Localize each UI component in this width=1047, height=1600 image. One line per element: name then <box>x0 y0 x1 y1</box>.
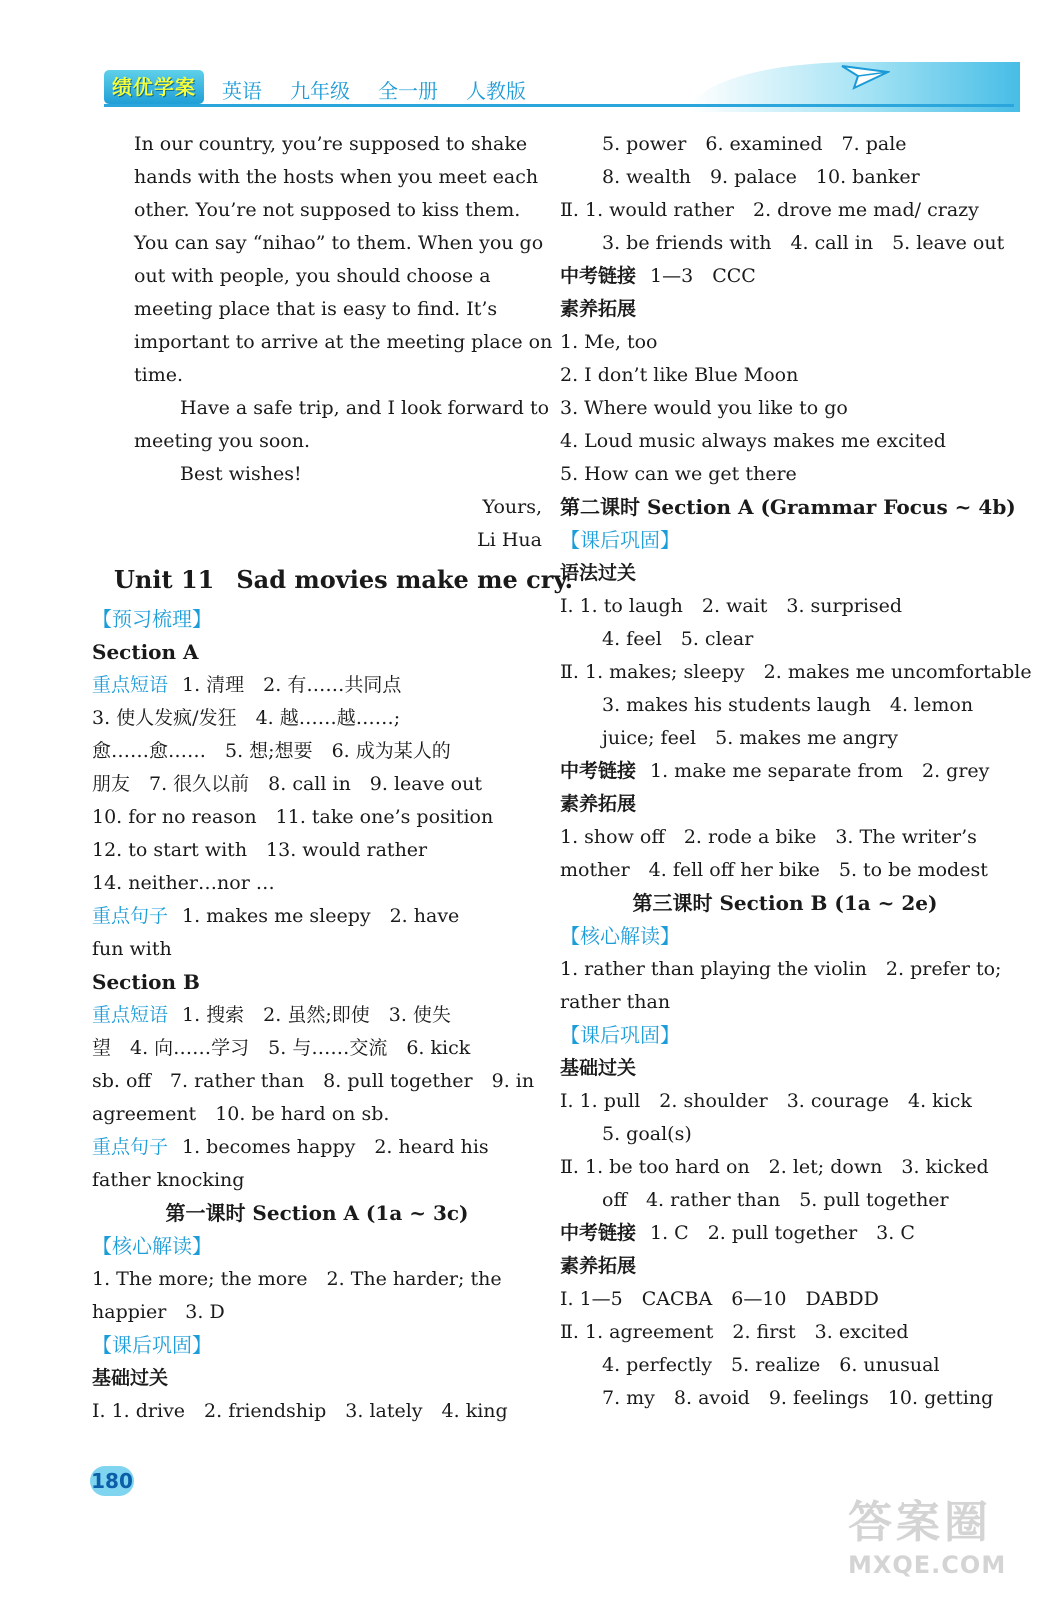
answer-line: 8. wealth 9. palace 10. banker <box>602 166 920 188</box>
answer-line: Ⅱ. 1. be too hard on 2. let; down 3. kicked <box>560 1156 989 1178</box>
after-class-label: 【课后巩固】 <box>560 528 680 552</box>
exam-link-line <box>560 755 1010 788</box>
book-logo: 绩优学案 <box>104 70 204 104</box>
letter-line: important to arrive at the meeting place on <box>134 331 553 353</box>
extension-heading: 素养拓展 <box>560 793 637 815</box>
unit-number: Unit 11 <box>114 565 215 594</box>
answer-line: 5. How can we get there <box>560 463 797 485</box>
answer-text: 1. 清理 2. 有……共同点 <box>182 674 402 696</box>
answer-line: 12. to start with 13. would rather <box>92 839 428 861</box>
answer-line: 4. feel 5. clear <box>602 628 754 650</box>
page-number: 180 <box>90 1466 134 1496</box>
core-label: 【核心解读】 <box>92 1234 212 1258</box>
after-class-label: 【课后巩固】 <box>92 1333 212 1357</box>
preview-label: 【预习梳理】 <box>92 607 212 631</box>
lesson-3-title: 第三课时 Section B (1a ~ 2e) <box>632 891 938 915</box>
answer-line: 14. neither…nor … <box>92 872 275 894</box>
after-class-heading <box>560 1019 1010 1052</box>
answer-line: Ⅱ. 1. would rather 2. drove me mad/ crazy <box>560 199 979 221</box>
site-watermark <box>848 1496 1018 1596</box>
answer-line: father knocking <box>92 1169 245 1191</box>
sentences-line <box>92 1131 542 1164</box>
answer-line: Ⅰ. 1. pull 2. shoulder 3. courage 4. kick <box>560 1090 972 1112</box>
left-column <box>92 128 573 1428</box>
answer-line: 3. be friends with 4. call in 5. leave out <box>602 232 1005 254</box>
answer-text: 1. make me separate from 2. grey <box>650 760 990 782</box>
answer-line: juice; feel 5. makes me angry <box>602 727 899 749</box>
letter-line: out with people, you should choose a <box>134 265 491 287</box>
answer-line: 1. show off 2. rode a bike 3. The writer’s <box>560 826 977 848</box>
answer-line: 3. makes his students laugh 4. lemon <box>602 694 974 716</box>
paper-plane-icon <box>840 62 890 92</box>
letter-line: meeting you soon. <box>134 430 311 452</box>
section-b-title: Section B <box>92 970 200 994</box>
letter-line: time. <box>134 364 184 386</box>
basic-heading: 基础过关 <box>560 1057 637 1079</box>
answer-line: Ⅰ. 1—5 CACBA 6—10 DABDD <box>560 1288 879 1310</box>
answer-line: 愈……愈…… 5. 想;想要 6. 成为某人的 <box>92 740 451 762</box>
answer-line: Ⅱ. 1. agreement 2. first 3. excited <box>560 1321 909 1343</box>
core-heading <box>560 920 1010 953</box>
phrases-line <box>92 999 542 1032</box>
answer-line: 望 4. 向……学习 5. 与……交流 6. kick <box>92 1037 471 1059</box>
answer-line: 1. rather than playing the violin 2. prefer to; <box>560 958 1002 980</box>
letter-line: hands with the hosts when you meet each <box>134 166 539 188</box>
header-rule <box>104 104 1014 107</box>
exam-link-label: 中考链接 <box>560 265 637 287</box>
answer-line: 3. Where would you like to go <box>560 397 848 419</box>
letter-line: meeting place that is easy to find. It’s <box>134 298 498 320</box>
answer-line: 4. perfectly 5. realize 6. unusual <box>602 1354 940 1376</box>
answer-line: rather than <box>560 991 671 1013</box>
preview-heading <box>92 603 542 636</box>
answer-line: 10. for no reason 11. take one’s position <box>92 806 494 828</box>
lesson-1-title: 第一课时 Section A (1a ~ 3c) <box>165 1201 469 1225</box>
volume-label: 全一册 <box>378 78 438 103</box>
after-class-label: 【课后巩固】 <box>560 1023 680 1047</box>
extension-heading: 素养拓展 <box>560 298 637 320</box>
sentences-line <box>92 900 542 933</box>
watermark-url: MXQE.COM <box>848 1551 1007 1579</box>
section-a-title: Section A <box>92 640 199 664</box>
letter-line: Have a safe trip, and I look forward to <box>180 397 550 419</box>
letter-signature: Li Hua <box>477 529 542 551</box>
subject-label: 英语 <box>222 78 262 103</box>
answer-line: happier 3. D <box>92 1301 225 1323</box>
letter-line: In our country, you’re supposed to shake <box>134 133 528 155</box>
sentences-label: 重点句子 <box>92 905 169 927</box>
answer-line: off 4. rather than 5. pull together <box>602 1189 949 1211</box>
exam-link-label: 中考链接 <box>560 760 637 782</box>
answer-text: 1. makes me sleepy 2. have <box>182 905 460 927</box>
core-label: 【核心解读】 <box>560 924 680 948</box>
answer-line: fun with <box>92 938 172 960</box>
book-meta <box>222 72 526 106</box>
lesson-2-title: 第二课时 Section A (Grammar Focus ~ 4b) <box>560 495 1016 519</box>
core-heading <box>92 1230 542 1263</box>
answer-text: 1—3 CCC <box>650 265 756 287</box>
answer-text: 1. C 2. pull together 3. C <box>650 1222 915 1244</box>
answer-line: 1. The more; the more 2. The harder; the <box>92 1268 502 1290</box>
edition-label: 人教版 <box>466 78 526 103</box>
exam-link-line <box>560 260 1010 293</box>
answer-line: 4. Loud music always makes me excited <box>560 430 946 452</box>
exam-link-label: 中考链接 <box>560 1222 637 1244</box>
letter-closing: Best wishes! <box>180 463 302 485</box>
phrases-line <box>92 669 542 702</box>
unit-heading <box>92 557 573 603</box>
letter-line: other. You’re not supposed to kiss them. <box>134 199 521 221</box>
answer-line: 2. I don’t like Blue Moon <box>560 364 799 386</box>
answer-line: Ⅰ. 1. to laugh 2. wait 3. surprised <box>560 595 903 617</box>
answer-line: 1. Me, too <box>560 331 658 353</box>
page-header <box>0 0 1047 125</box>
grammar-heading: 语法过关 <box>560 562 637 584</box>
exam-link-line <box>560 1217 1010 1250</box>
after-class-heading <box>92 1329 542 1362</box>
answer-line: mother 4. fell off her bike 5. to be modest <box>560 859 988 881</box>
phrases-label: 重点短语 <box>92 1004 169 1026</box>
answer-line: agreement 10. be hard on sb. <box>92 1103 390 1125</box>
answer-line: 朋友 7. 很久以前 8. call in 9. leave out <box>92 773 482 795</box>
answer-line: Ⅰ. 1. drive 2. friendship 3. lately 4. king <box>92 1400 508 1422</box>
answer-line: 5. power 6. examined 7. pale <box>602 133 907 155</box>
answer-line: sb. off 7. rather than 8. pull together 9. in <box>92 1070 535 1092</box>
watermark-logo-text: 答案圈 <box>848 1497 992 1548</box>
right-column <box>560 128 1032 1415</box>
after-class-heading <box>560 524 1010 557</box>
answer-text: 1. becomes happy 2. heard his <box>182 1136 489 1158</box>
grade-label: 九年级 <box>290 78 350 103</box>
sentences-label: 重点句子 <box>92 1136 169 1158</box>
letter-line: You can say “nihao” to them. When you go <box>134 232 544 254</box>
answer-line: Ⅱ. 1. makes; sleepy 2. makes me uncomfortable <box>560 661 1032 683</box>
answer-text: 1. 搜索 2. 虽然;即使 3. 使失 <box>182 1004 451 1026</box>
phrases-label: 重点短语 <box>92 674 169 696</box>
answer-line: 7. my 8. avoid 9. feelings 10. getting <box>602 1387 994 1409</box>
unit-title: Sad movies make me cry. <box>236 565 573 594</box>
letter-signoff: Yours, <box>482 496 542 518</box>
answer-line: 3. 使人发疯/发狂 4. 越……越……; <box>92 707 401 729</box>
extension-heading: 素养拓展 <box>560 1255 637 1277</box>
basic-heading: 基础过关 <box>92 1367 169 1389</box>
answer-line: 5. goal(s) <box>602 1123 692 1145</box>
